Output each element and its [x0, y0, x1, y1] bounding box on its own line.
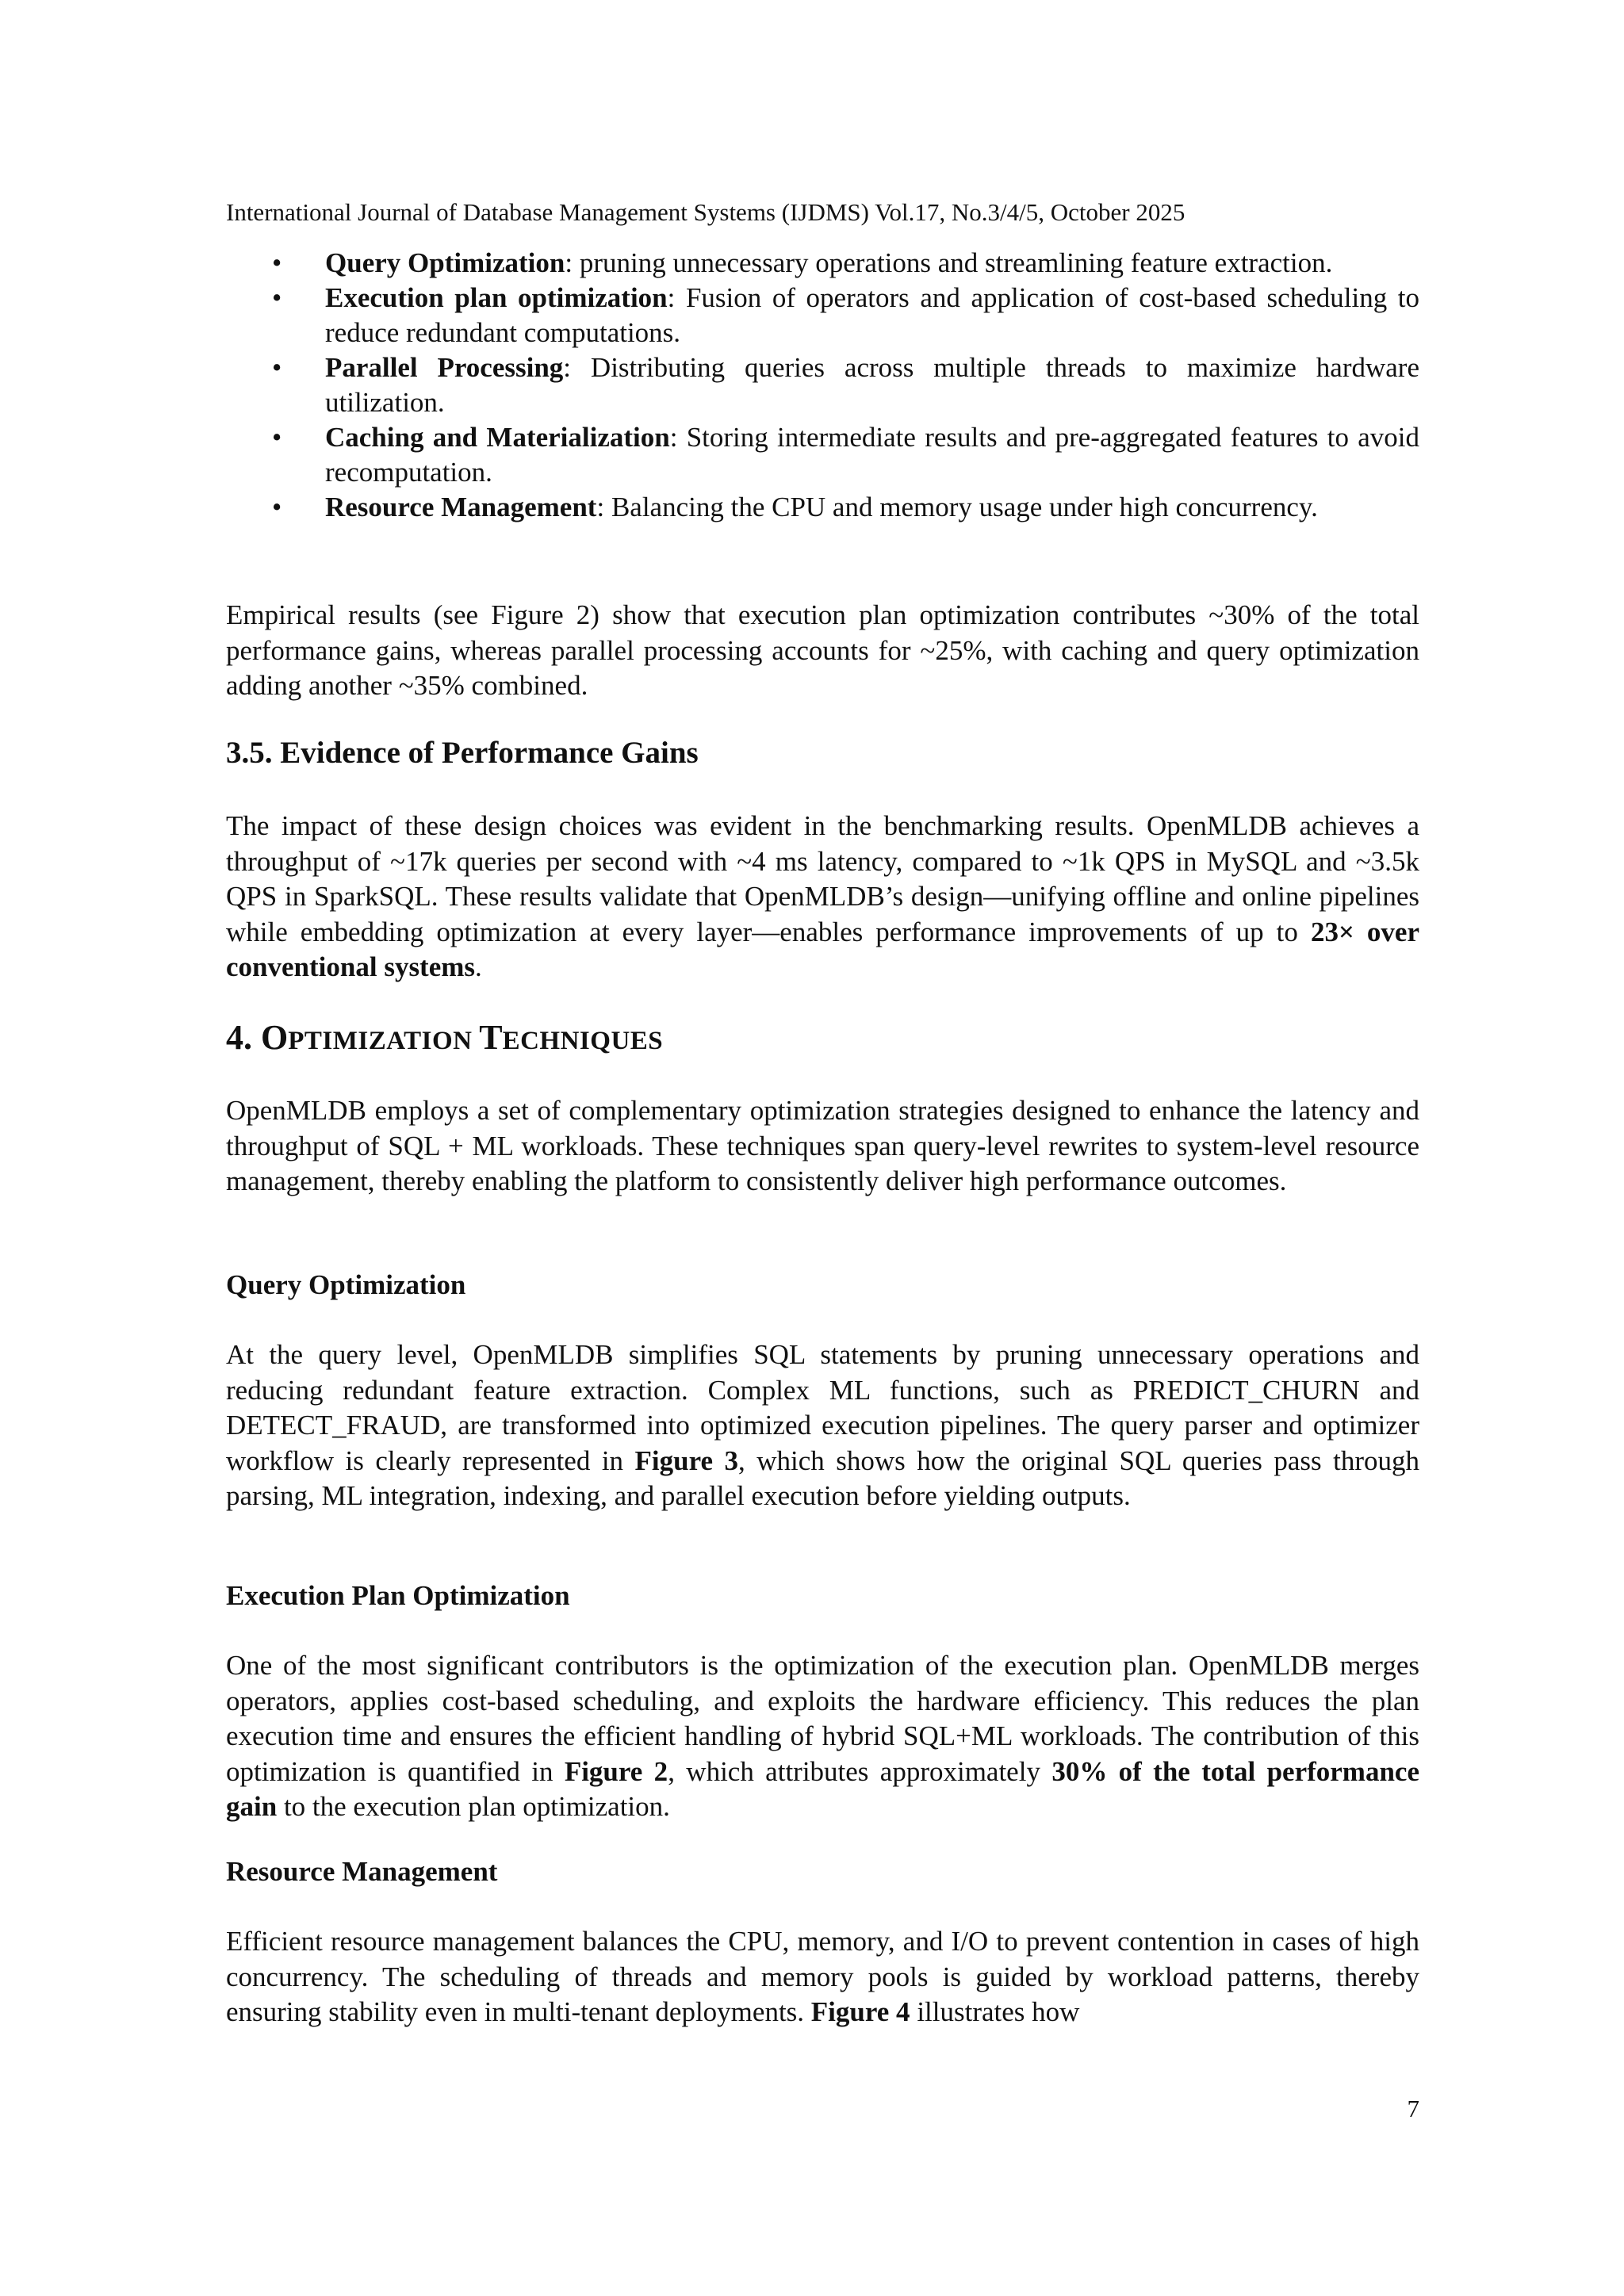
paragraph-text: illustrates how [910, 1996, 1080, 2027]
bullet-term: Resource Management [325, 492, 597, 522]
paragraph-text: , which attributes approximately [668, 1755, 1052, 1787]
bullet-text: : pruning unnecessary operations and streamlining feature extraction. [565, 247, 1333, 278]
bullet-text: : Balancing the CPU and memory usage under high concurrency. [596, 492, 1318, 522]
paragraph-emphasis: 30% of the total performance gain [226, 1755, 1420, 1822]
optimization-bullet-list [226, 246, 1419, 525]
heading-smallcaps: ECHNIQUES [502, 1027, 664, 1055]
page-number: 7 [1407, 2095, 1419, 2122]
execution-plan-heading: Execution Plan Optimization [226, 1580, 570, 1611]
bullet-glyph: • [272, 247, 282, 278]
paragraph-end: . [475, 951, 482, 982]
paragraph-text: One of the most significant contributors is the optimization of the execution plan. OpenMLDB merges operators, applies cost-based scheduling, and exploits the hardware efficiency. This reduces the plan execution time and ensures the efficient handling of hybrid SQL+ML workloads. The contribution of this optimization is quantified in [226, 1650, 1419, 1787]
query-optimization-heading: Query Optimization [226, 1269, 466, 1300]
section-3-5-heading: 3.5. Evidence of Performance Gains [226, 736, 699, 770]
figure-reference: Figure 3 [634, 1445, 738, 1476]
bullet-text: : Fusion of operators and application of cost-based scheduling to reduce redundant computations. [325, 282, 1419, 348]
bullet-item [226, 281, 1419, 350]
resource-management-heading: Resource Management [226, 1856, 498, 1887]
paragraph-text: , which shows how the original SQL queries pass through parsing, ML integration, indexing, and parallel execution before yielding outputs. [226, 1445, 1419, 1511]
bullet-term: Query Optimization [325, 247, 565, 278]
bullet-item [226, 350, 1419, 420]
bullet-term: Caching and Materialization [325, 422, 670, 453]
figure-reference: Figure 2 [564, 1755, 668, 1787]
paragraph-text: Efficient resource management balances the CPU, memory, and I/O to prevent contention in cases of high concurrency. The scheduling of threads and memory pools is guided by workload patterns, thereby ensuring stability even in multi-tenant deployments. [226, 1926, 1419, 2027]
bullet-glyph: • [272, 282, 282, 313]
paragraph-emphasis: 23× over conventional systems [226, 916, 1419, 982]
bullet-glyph: • [272, 352, 282, 383]
bullet-term: Parallel Processing [325, 352, 564, 383]
bullet-item [226, 490, 1419, 525]
section-4-heading [226, 1019, 1419, 1060]
section-3-5-paragraph [226, 809, 1419, 985]
paragraph-text: to the execution plan optimization. [277, 1791, 670, 1822]
bullet-item [226, 246, 1419, 281]
bullet-glyph: • [272, 492, 282, 522]
query-optimization-paragraph [226, 1337, 1419, 1514]
running-header: International Journal of Database Management Systems (IJDMS) Vol.17, No.3/4/5, October 2025 [226, 198, 1185, 226]
paragraph-text: At the query level, OpenMLDB simplifies SQL statements by pruning unnecessary operations and reducing redundant feature extraction. Complex ML functions, such as PREDICT_CHURN and DETECT_FRAUD, are transformed into optimized execution pipelines. The query parser and optimizer workflow is clearly represented in [226, 1339, 1419, 1476]
execution-plan-paragraph [226, 1648, 1419, 1825]
heading-initial: T [479, 1018, 503, 1057]
figure-reference: Figure 4 [810, 1996, 910, 2027]
bullet-term: Execution plan optimization [325, 282, 668, 313]
heading-smallcaps: PTIMIZATION [288, 1027, 480, 1055]
heading-initial: O [261, 1018, 289, 1057]
resource-management-paragraph [226, 1924, 1419, 2030]
section-4-intro-paragraph: OpenMLDB employs a set of complementary optimization strategies designed to enhance the latency and throughput of SQL + ML workloads. These techniques span query-level rewrites to system-level resource management, thereby enabling the platform to consistently deliver high performance outcomes. [226, 1095, 1419, 1196]
bullet-text: : Storing intermediate results and pre-aggregated features to avoid recomputation. [325, 422, 1419, 488]
empirical-results-paragraph: Empirical results (see Figure 2) show that execution plan optimization contributes ~30% of the total performance gains, whereas parallel processing accounts for ~25%, with caching and query optimization adding another ~35% combined. [226, 599, 1419, 701]
bullet-text: : Distributing queries across multiple threads to maximize hardware utilization. [325, 352, 1419, 418]
bullet-glyph: • [272, 422, 282, 453]
section-number: 4. [226, 1018, 261, 1057]
paragraph-text: The impact of these design choices was evident in the benchmarking results. OpenMLDB achieves a throughput of ~17k queries per second with ~4 ms latency, compared to ~1k QPS in MySQL and ~3.5k QPS in SparkSQL. These results validate that OpenMLDB’s design—unifying offline and online pipelines while embedding optimization at every layer—enables performance improvements of up to [226, 810, 1419, 947]
bullet-item [226, 420, 1419, 490]
